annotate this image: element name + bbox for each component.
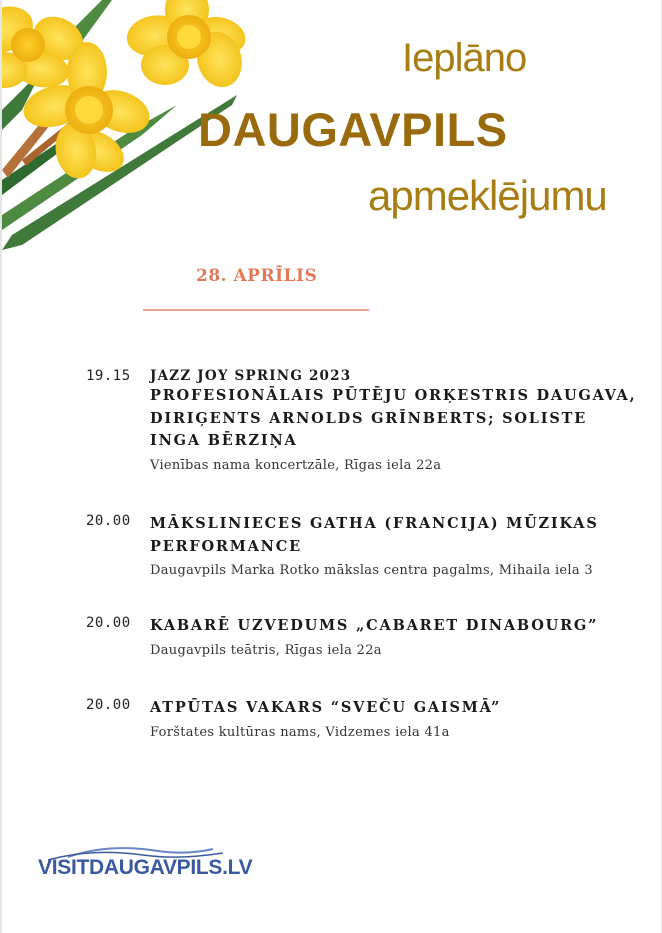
event-date: 28. APRĪLIS [196, 266, 318, 286]
title-line-3: apmeklējumu [368, 172, 607, 219]
event-info [150, 697, 640, 742]
event-time: 20.00 [86, 615, 131, 631]
event-name: ATPŪTAS VAKARS “SVEČU GAISMĀ” [150, 699, 502, 716]
event-info [150, 368, 640, 475]
event-place: Vienības nama koncertzāle, Rīgas iela 22a [150, 457, 442, 473]
logo-text: VISITDAUGAVPILS.LV [38, 856, 253, 879]
event-place: Daugavpils teātris, Rīgas iela 22a [150, 642, 382, 658]
visitdaugavpils-logo[interactable] [38, 843, 253, 893]
event-name: KABARĒ UZVEDUMS „CABARET DINABOURG” [150, 617, 599, 634]
event-time: 19.15 [86, 368, 131, 384]
event-time: 20.00 [86, 513, 131, 529]
event-time: 20.00 [86, 697, 131, 713]
event-info [150, 615, 640, 660]
event-subtitle: JAZZ JOY SPRING 2023 [150, 368, 352, 384]
event-place: Daugavpils Marka Rotko mākslas centra pagalms, Mihaila iela 3 [150, 563, 593, 578]
event-place: Forštates kultūras nams, Vidzemes iela 41a [150, 724, 450, 740]
event-name: MĀKSLINIECES GATHA (FRANCIJA) MŪZIKAS PERFORMANCE [150, 515, 599, 555]
title-main: DAUGAVPILS [198, 103, 508, 156]
title-line-1: Ieplāno [402, 36, 527, 80]
event-name: PROFESIONĀLAIS PŪTĒJU ORĶESTRIS DAUGAVA, DIRIĢENTS ARNOLDS GRĪNBERTS; SOLISTE INGA BĒRZIŅA [150, 387, 637, 449]
date-divider [143, 309, 369, 311]
event-info [150, 513, 640, 580]
